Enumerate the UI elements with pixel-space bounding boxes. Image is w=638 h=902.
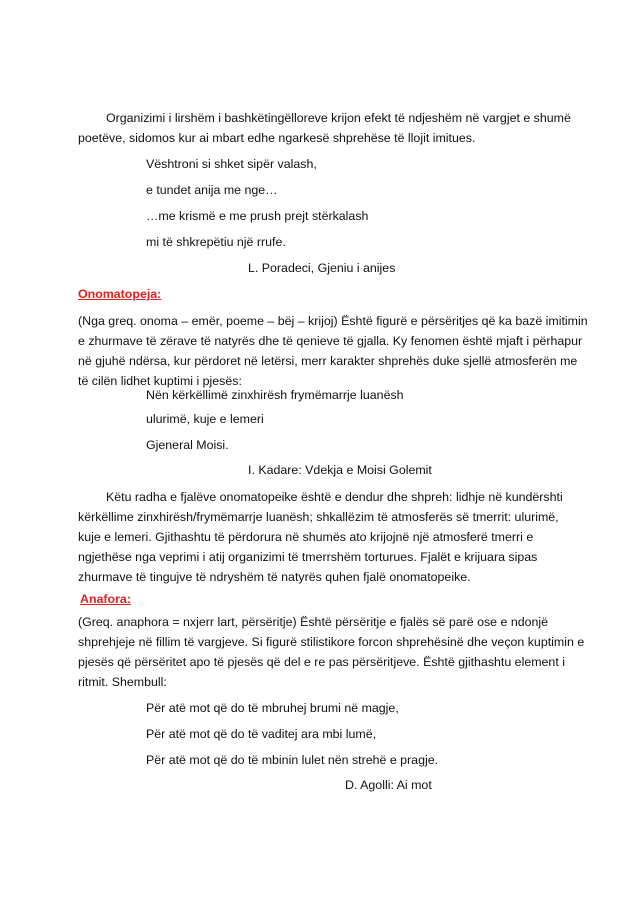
paragraph-line: ritmit. Shembull: — [78, 675, 167, 689]
paragraph-line: kërkëllime zinxhirësh/frymëmarrje luanësh; shkallëzim të atmosferës së tmerrit: ulurimë, — [78, 510, 559, 524]
poem-attribution: D. Agolli: Ai mot — [345, 778, 432, 792]
section-heading-onomatopeja: Onomatopeja: — [78, 287, 162, 301]
paragraph-line: shprehjeje në fillim të vargjeve. Si figurë stilistikore forcon shprehësinë dhe veçon kuptimin e — [78, 635, 585, 649]
paragraph-line: zhurmave të tingujve të ndryshëm të natyrës quhen fjalë onomatopeike. — [78, 570, 471, 584]
paragraph-line: kuje e lemeri. Gjithashtu të përdorura në shumës ato krijojnë një atmosferë tmerri e — [78, 530, 534, 544]
poem-attribution: I. Kadare: Vdekja e Moisi Golemit — [248, 463, 432, 477]
poem-verse: e tundet anija me nge… — [146, 183, 278, 197]
paragraph-line: ngjethëse nga veprimi i atij organizimi të tmerrshëm torturues. Fjalët e krijuara sipas — [78, 550, 538, 564]
paragraph-line: (Greq. anaphora = nxjerr lart, përsëritje) Është përsëritje e fjalës së parë ose e ndonjë — [78, 615, 549, 629]
poem-verse: …me krismë e me prush prejt stërkalash — [146, 209, 369, 223]
paragraph-line: të cilën lidhet kuptimi i pjesës: — [78, 374, 242, 388]
poem-verse: ulurimë, kuje e lemeri — [146, 412, 264, 426]
section-heading-anafora: Anafora: — [80, 592, 131, 606]
poem-verse: Për atë mot që do të mbinin lulet nën strehë e pragje. — [146, 753, 439, 767]
intro-line: Organizimi i lirshëm i bashkëtingëlloreve krijon efekt të ndjeshëm në vargjet e shumë — [106, 111, 571, 125]
poem-verse: Për atë mot që do të vaditej ara mbi lumë, — [146, 727, 377, 741]
paragraph-line: e zhurmave të zërave të natyrës dhe të qenieve të gjalla. Ky fenomen është mjaft i përhapur — [78, 334, 583, 348]
paragraph-line: Këtu radha e fjalëve onomatopeike është e dendur dhe shpreh: lidhje në kundërshti — [106, 490, 563, 504]
poem-verse: mi të shkrepëtiu një rrufe. — [146, 235, 286, 249]
paragraph-line: në gjuhë ndërsa, kur përdoret në letërsi, merr karakter shprehës duke sjellë atmosferën me — [78, 354, 578, 368]
poem-verse: Për atë mot që do të mbruhej brumi në magje, — [146, 701, 399, 715]
poem-attribution: L. Poradeci, Gjeniu i anijes — [248, 261, 396, 275]
poem-verse: Gjeneral Moisi. — [146, 438, 229, 452]
paragraph-line: pjesës që përsëritet apo të pjesës që del e re pas përsëritjeve. Është gjithashtu element i — [78, 655, 565, 669]
paragraph-line: (Nga greq. onoma – emër, poeme – bëj – krijoj) Është figurë e përsëritjes që ka bazë imitimin — [78, 314, 588, 328]
poem-verse: Vështroni si shket sipër valash, — [146, 157, 317, 171]
poem-verse: Nën kërkëllimë zinxhirësh frymëmarrje luanësh — [146, 388, 404, 402]
intro-line: poetëve, sidomos kur ai mbart edhe ngarkesë shprehëse të llojit imitues. — [78, 131, 476, 145]
